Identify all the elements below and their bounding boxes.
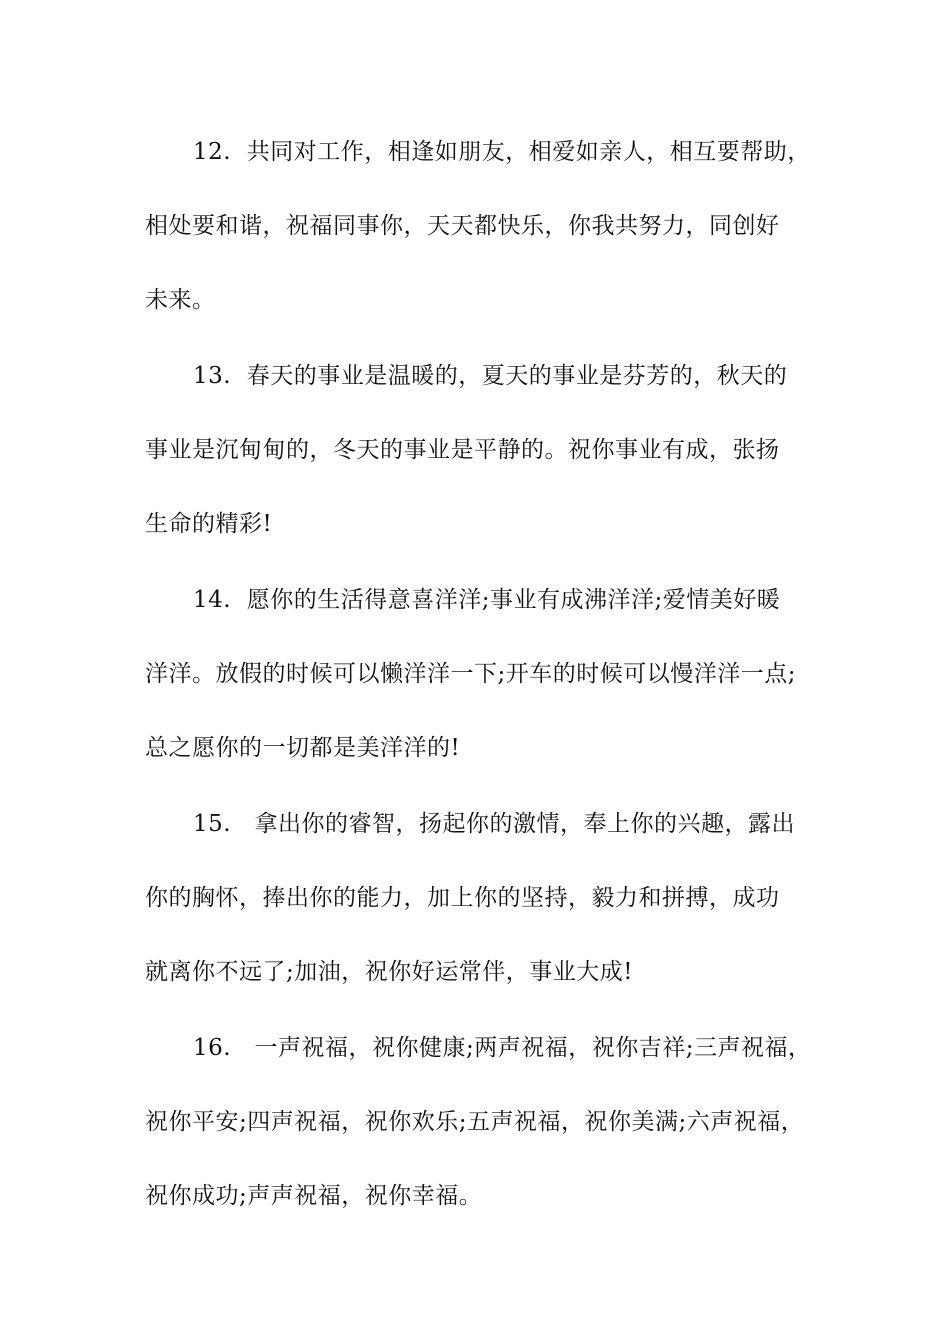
paragraph-line: 祝你平安;四声祝福，祝你欢乐;五声祝福，祝你美满;六声祝福， bbox=[145, 1109, 805, 1135]
paragraph-line bbox=[193, 361, 787, 391]
paragraph-line: 就离你不远了;加油，祝你好运常伴，事业大成! bbox=[145, 959, 633, 985]
paragraph-line: 你的胸怀，捧出你的能力，加上你的坚持，毅力和拼搏，成功 bbox=[145, 885, 780, 911]
paragraph-number: 12. bbox=[193, 139, 232, 165]
paragraph-line: 生命的精彩! bbox=[145, 511, 273, 537]
paragraph-line bbox=[193, 137, 811, 167]
paragraph-text: 拿出你的睿智，扬起你的激情，奉上你的兴趣，露出 bbox=[246, 811, 796, 837]
paragraph-text: 共同对工作，相逢如朋友，相爱如亲人，相互要帮助， bbox=[246, 139, 811, 165]
paragraph-number: 14. bbox=[193, 587, 232, 613]
paragraph-line bbox=[193, 809, 795, 839]
paragraph-line: 祝你成功;声声祝福，祝你幸福。 bbox=[145, 1183, 483, 1209]
paragraph-line: 相处要和谐，祝福同事你，天天都快乐，你我共努力，同创好 bbox=[145, 213, 780, 239]
paragraph-line: 事业是沉甸甸的，冬天的事业是平静的。祝你事业有成，张扬 bbox=[145, 437, 780, 463]
paragraph-number: 15. bbox=[193, 811, 232, 837]
paragraph-text: 一声祝福，祝你健康;两声祝福，祝你吉祥;三声祝福， bbox=[246, 1035, 812, 1061]
paragraph-text: 春天的事业是温暖的，夏天的事业是芬芳的，秋天的 bbox=[246, 363, 788, 389]
paragraph-line: 洋洋。放假的时候可以懒洋洋一下;开车的时候可以慢洋洋一点; bbox=[145, 661, 796, 687]
paragraph-line: 总之愿你的一切都是美洋洋的! bbox=[145, 735, 461, 761]
paragraph-number: 13. bbox=[193, 363, 232, 389]
paragraph-text: 愿你的生活得意喜洋洋;事业有成沸洋洋;爱情美好暖 bbox=[246, 587, 781, 613]
paragraph-number: 16. bbox=[193, 1035, 232, 1061]
paragraph-line bbox=[193, 1033, 812, 1063]
paragraph-line bbox=[193, 585, 780, 615]
paragraph-line: 未来。 bbox=[145, 287, 216, 313]
